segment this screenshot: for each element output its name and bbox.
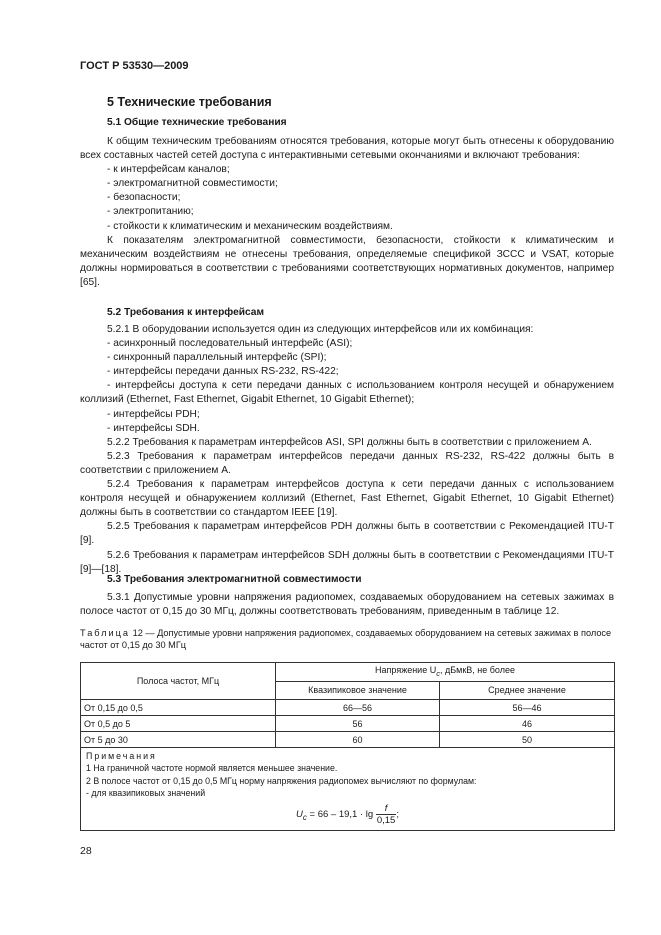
list-item: - стойкости к климатическим и механическим воздействиям. [107, 220, 393, 232]
average-cell: 56—46 [440, 700, 615, 716]
emission-limits-table [80, 662, 615, 831]
note-3: - для квазипиковых значений [86, 787, 206, 798]
list-item: - синхронный параллельный интерфейс (SPI); [107, 352, 327, 364]
band-cell: От 5 до 30 [81, 732, 276, 748]
paragraph: 5.2.1 В оборудовании используется один из следующих интерфейсов или их комбинация: [107, 324, 534, 335]
subsection-title-5-2: 5.2 Требования к интерфейсам [107, 307, 265, 318]
formula-fraction: $\frac{f}{0,15}$ [376, 803, 396, 827]
list-item: - безопасности; [107, 192, 181, 204]
table-row [81, 700, 615, 716]
subsection-title-5-1: 5.1 Общие технические требования [107, 117, 287, 128]
list-item: - интерфейсы PDH; [107, 408, 200, 420]
list-item: - интерфейсы SDH. [107, 422, 200, 434]
notes-title: Примечания [86, 751, 157, 761]
paragraph: 5.3.1 Допустимые уровни напряжения радиопомех, создаваемых оборудованием на сетевых зажимах в полосе частот от 0,15 до 30 МГц, должны соответствовать требованиям, приведенным в таблице 12. [80, 592, 614, 618]
band-cell: От 0,5 до 5 [81, 716, 276, 732]
column-header-band: Полоса частот, МГц [81, 663, 276, 700]
paragraph: 5.2.2 Требования к параметрам интерфейсов ASI, SPI должны быть в соответствии с приложением А. [107, 436, 592, 448]
column-header-average: Среднее значение [440, 681, 615, 700]
document-header: ГОСТ Р 53530—2009 [80, 60, 189, 72]
list-item: - электропитанию; [107, 206, 194, 218]
band-cell: От 0,15 до 0,5 [81, 700, 276, 716]
list-item: - электромагнитной совместимости; [107, 178, 278, 190]
subsection-title-5-3: 5.3 Требования электромагнитной совместимости [107, 574, 362, 585]
table-row [81, 716, 615, 732]
list-item: - интерфейсы доступа к сети передачи данных с использованием контроля несущей и обнаружением коллизий (Ethernet, Fast Ethernet, Gigabit Ethernet, 10 Gigabit Ethernet); [80, 380, 614, 406]
quasi-peak-cell: 60 [276, 732, 440, 748]
list-item: - асинхронный последовательный интерфейс (ASI); [107, 338, 353, 350]
quasi-peak-cell: 56 [276, 716, 440, 732]
page-number: 28 [80, 845, 92, 857]
paragraph: 5.2.4 Требования к параметрам интерфейсов доступа к сети передачи данных с использованием контроля несущей и обнаружением коллизий (Ethernet, Fast Ethernet, Gigabit Ethernet, 10 Gigabit Ethernet) должны быть в соответствии со стандартом IEEE [19]. [80, 479, 614, 519]
table-notes [81, 748, 615, 831]
table-caption-label: Таблица [80, 628, 131, 638]
note-2: 2 В полосе частот от 0,15 до 0,5 МГц норму напряжения радиопомех вычисляют по формулам: [86, 775, 477, 786]
column-header-voltage: Напряжение $U_c$, дБмкВ, не более [276, 663, 615, 682]
note-1: 1 На граничной частоте нормой является меньшее значение. [86, 763, 338, 774]
paragraph: 5.2.3 Требования к параметрам интерфейсов передачи данных RS-232, RS-422 должны быть в соответствии с приложением А. [80, 450, 614, 476]
paragraph: 5.2.6 Требования к параметрам интерфейсов SDH должны быть в соответствии с Рекомендациями ITU-T [9]—[18]. [80, 549, 614, 575]
table-row [81, 732, 615, 748]
paragraph: К показателям электромагнитной совместимости, безопасности, стойкости к климатическим и механическим воздействиям не отнесены требования, определяемые спецификой ЗССС и VSAT, которые должны нормироваться в соответствии с требованиями соответствующих нормативных документов, например [65]. [80, 234, 614, 288]
column-header-quasi-peak: Квазипиковое значение [276, 681, 440, 700]
average-cell: 50 [440, 732, 615, 748]
section-5-1-body [80, 135, 614, 290]
section-title: 5 Технические требования [107, 95, 272, 109]
table-caption-text: 12 — Допустимые уровни напряжения радиопомех, создаваемых оборудованием на сетевых зажимах в полосе частот от 0,15 до 30 МГц [80, 628, 612, 650]
paragraph: К общим техническим требованиям относятся требования, которые могут быть отнесены к оборудованию всех составных частей сетей доступа с интерактивными сетевыми окончаниями и включают требования: [80, 136, 614, 162]
list-item: - к интерфейсам каналов; [107, 164, 230, 176]
section-5-2-body [80, 323, 614, 577]
section-5-3-body [80, 591, 614, 619]
quasi-peak-cell: 66—56 [276, 700, 440, 716]
list-item: - интерфейсы передачи данных RS-232, RS-422; [107, 366, 339, 378]
table-caption [80, 627, 614, 651]
average-cell: 46 [440, 716, 615, 732]
formula: $U_c = 66 - 19,1 \cdot \lg$ $\frac{f}{0,15}$ ; [296, 803, 399, 827]
paragraph: 5.2.5 Требования к параметрам интерфейсов PDH должны быть в соответствии с Рекомендацией ITU-T [9]. [80, 521, 614, 547]
